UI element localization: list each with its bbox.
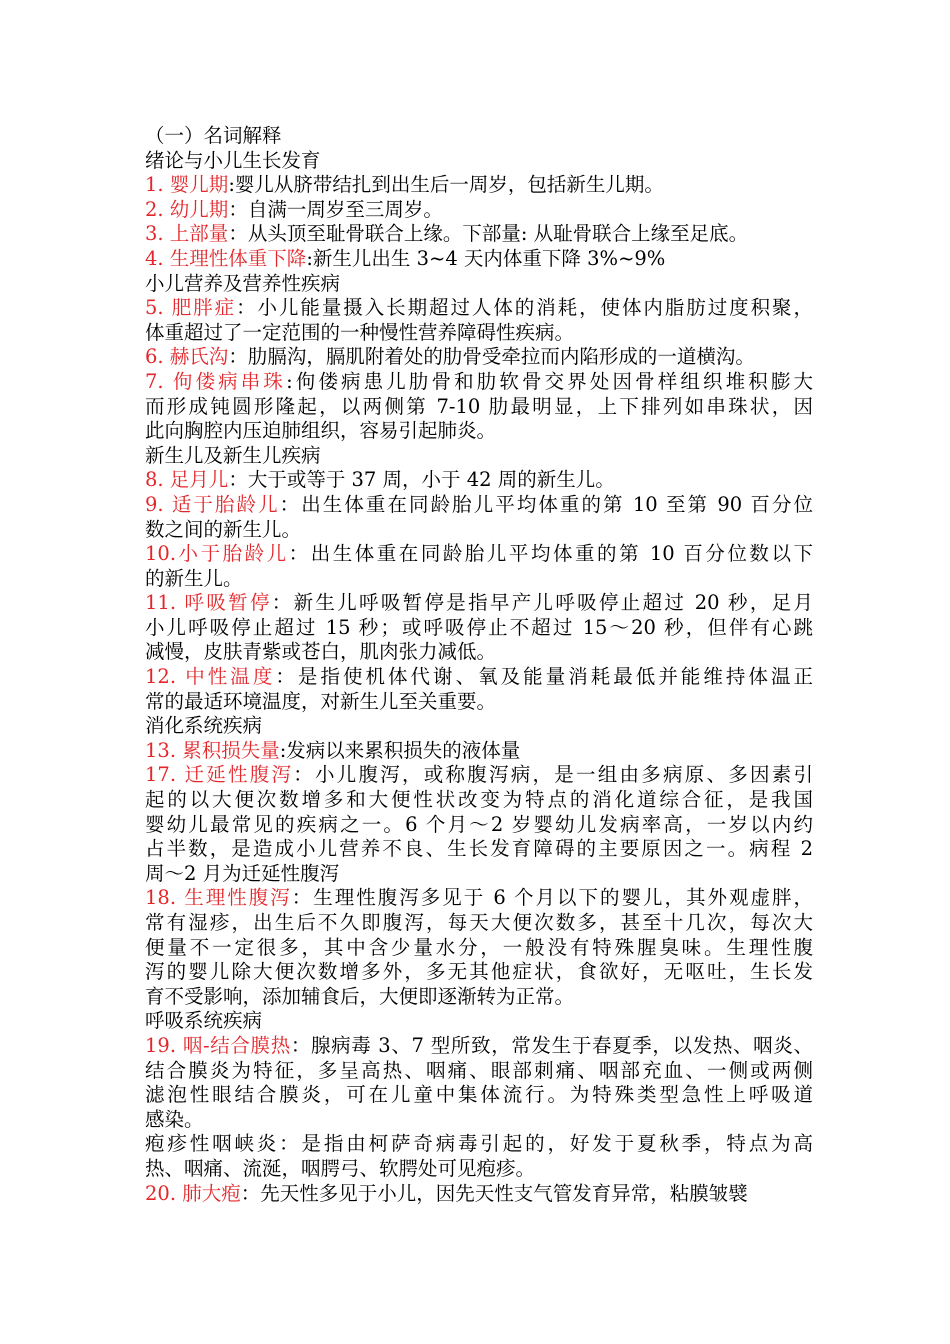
term-label: 3. 上部量	[145, 222, 229, 246]
definition-text: ：自满一周岁至三周岁。	[228, 197, 443, 221]
term-label: 10.小于胎龄儿	[145, 542, 289, 566]
term-label: 8. 足月儿	[145, 468, 229, 492]
term-label: 4. 生理性体重下降	[145, 246, 307, 270]
term-label: 6. 赫氏沟	[145, 345, 229, 369]
term-definition-line	[145, 395, 813, 420]
definition-text: ：出生体重在同龄胎儿平均体重的第 10 百分位数以下	[288, 542, 813, 566]
definition-text: 感染。	[145, 1107, 204, 1131]
term-definition-line	[145, 616, 813, 641]
term-definition-line	[145, 985, 813, 1010]
definition-text: 此向胸腔内压迫肺组织，容易引起肺炎。	[145, 419, 497, 443]
definition-text: 占半数，是造成小儿营养不良、生长发育障碍的主要原因之一。病程 2	[145, 837, 813, 861]
definition-text: ：先天性多见于小儿，因先天性支气管发育异常，粘膜皱襞	[240, 1181, 748, 1205]
term-label: 19. 咽-结合膜热	[145, 1033, 291, 1057]
definition-text: ：是指使机体代谢、氧及能量消耗最低并能维持体温正	[275, 665, 813, 689]
definition-text: :婴儿从脐带结扎到出生后一周岁，包括新生儿期。	[228, 173, 664, 197]
section-heading: 消化系统疾病	[145, 714, 263, 738]
term-definition-line	[145, 321, 813, 346]
definition-text: 泻的婴儿除大便次数增多外，多无其他症状，食欲好，无呕吐，生长发	[145, 960, 813, 984]
definition-text: ：腺病毒 3、7 型所致，常发生于春夏季，以发热、咽炎、	[290, 1033, 813, 1057]
definition-text: 常的最适环境温度，对新生儿至关重要。	[145, 689, 497, 713]
term-label: 9. 适于胎龄儿	[145, 492, 280, 516]
definition-text: 数之间的新生儿。	[145, 517, 302, 541]
term-definition-line	[145, 665, 813, 690]
paragraph-line	[145, 1132, 813, 1157]
definition-text: ：小儿腹泻，或称腹泻病，是一组由多病原、多因素引	[293, 763, 813, 787]
definition-text: 小儿呼吸停止超过 15 秒；或呼吸停止不超过 15～20 秒，但伴有心跳	[145, 615, 813, 639]
definition-text: 婴幼儿最常见的疾病之一。6 个月～2 岁婴幼儿发病率高，一岁以内约	[145, 812, 813, 836]
term-definition-line	[145, 173, 813, 198]
term-label: 17. 迁延性腹泻	[145, 763, 294, 787]
definition-text: 周～2 月为迁延性腹泻	[145, 861, 340, 885]
term-definition-line	[145, 247, 813, 272]
term-label: 20. 肺大疱	[145, 1181, 241, 1205]
document-content	[145, 149, 813, 1207]
term-definition-line	[145, 911, 813, 936]
definition-text: 滤泡性眼结合膜炎，可在儿童中集体流行。为特殊类型急性上呼吸道	[145, 1083, 813, 1107]
definition-text: ：小儿能量摄入长期超过人体的消耗，使体内脂肪过度积聚，	[236, 296, 813, 320]
term-definition-line	[145, 567, 813, 592]
term-definition-line	[145, 690, 813, 715]
term-definition-line	[145, 936, 813, 961]
term-label: 1. 婴儿期	[145, 173, 229, 197]
definition-text: 便量不一定很多，其中含少量水分，一般没有特殊腥臭味。生理性腹	[145, 935, 813, 959]
definition-text: 的新生儿。	[145, 566, 243, 590]
term-definition-line	[145, 763, 813, 788]
term-definition-line	[145, 591, 813, 616]
definition-text: 减慢，皮肤青紫或苍白，肌肉张力减低。	[145, 640, 497, 664]
term-definition-line	[145, 370, 813, 395]
definition-text: ：出生体重在同龄胎儿平均体重的第 10 至第 90 百分位	[279, 492, 814, 516]
term-definition-line	[145, 862, 813, 887]
section-title: （一）名词解释	[145, 124, 282, 147]
definition-text: 常有湿疹，出生后不久即腹泻，每天大便次数多，甚至十几次，每次大	[145, 911, 813, 934]
term-label: 5. 肥胖症	[145, 296, 237, 320]
term-definition-line	[145, 1108, 813, 1133]
term-definition-line	[145, 542, 813, 567]
definition-text: 疱疹性咽峡炎：是指由柯萨奇病毒引起的，好发于夏秋季，特点为高	[145, 1132, 813, 1156]
term-definition-line	[145, 813, 813, 838]
term-definition-line	[145, 640, 813, 665]
definition-text: ：新生儿呼吸暂停是指早产儿呼吸停止超过 20 秒，足月	[271, 591, 813, 615]
term-definition-line	[145, 837, 813, 862]
definition-text: 热、咽痛、流涎，咽腭弓、软腭处可见疱疹。	[145, 1156, 536, 1180]
section-heading: 呼吸系统疾病	[145, 1009, 263, 1033]
term-definition-line	[145, 198, 813, 223]
term-definition-line	[145, 296, 813, 321]
definition-text: :发病以来累积损失的液体量	[279, 738, 521, 762]
term-definition-line	[145, 493, 813, 518]
definition-text: ：从头顶至耻骨联合上缘。下部量: 从耻骨联合上缘至足底。	[228, 222, 749, 246]
term-definition-line	[145, 1059, 813, 1084]
definition-text: 体重超过了一定范围的一种慢性营养障碍性疾病。	[145, 320, 575, 344]
term-definition-line	[145, 960, 813, 985]
section-heading: 小儿营养及营养性疾病	[145, 271, 341, 295]
term-definition-line	[145, 1182, 813, 1207]
term-definition-line	[145, 222, 813, 247]
section-heading: 新生儿及新生儿疾病	[145, 443, 321, 467]
term-definition-line	[145, 419, 813, 444]
definition-text: :新生儿出生 3~4 天内体重下降 3%~9%	[306, 246, 666, 270]
term-definition-line	[145, 518, 813, 543]
definition-text: ：大于或等于 37 周，小于 42 周的新生儿。	[228, 468, 615, 492]
definition-text: 起的以大便次数增多和大便性状改变为特点的消化道综合征，是我国	[145, 788, 813, 812]
term-definition-line	[145, 788, 813, 813]
term-definition-line	[145, 468, 813, 493]
term-label: 2. 幼儿期	[145, 197, 229, 221]
definition-text: 育不受影响，添加辅食后，大便即逐渐转为正常。	[145, 984, 575, 1008]
definition-text: 而形成钝圆形隆起，以两侧第 7-10 肋最明显，上下排列如串珠状，因	[145, 394, 813, 418]
paragraph-line	[145, 1157, 813, 1182]
definition-text: :佝偻病患儿肋骨和肋软骨交界处因骨样组织堆积膨大	[286, 369, 813, 393]
term-definition-line	[145, 739, 813, 764]
term-label: 12. 中性温度	[145, 665, 276, 689]
definition-text: 结合膜炎为特征，多呈高热、咽痛、眼部刺痛、咽部充血、一侧或两侧	[145, 1058, 813, 1082]
section-heading: 绪论与小儿生长发育	[145, 148, 321, 172]
definition-text: ：肋膈沟，膈肌附着处的肋骨受牵拉而内陷形成的一道横沟。	[228, 345, 755, 369]
definition-text: ：生理性腹泻多见于 6 个月以下的婴儿，其外观虚胖，	[291, 886, 813, 910]
term-label: 13. 累积损失量	[145, 738, 280, 762]
term-definition-line	[145, 1034, 813, 1059]
term-definition-line	[145, 345, 813, 370]
term-label: 18. 生理性腹泻	[145, 886, 292, 910]
term-label: 7. 佝偻病串珠	[145, 369, 287, 393]
term-label: 11. 呼吸暂停	[145, 591, 272, 615]
document-page	[145, 124, 813, 1206]
term-definition-line	[145, 1083, 813, 1108]
term-definition-line	[145, 886, 813, 911]
